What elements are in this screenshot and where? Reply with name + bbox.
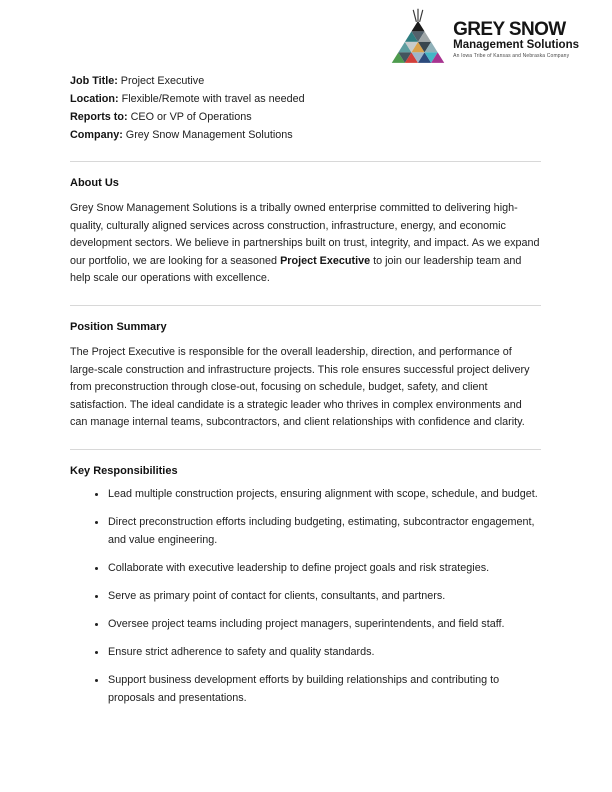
meta-value: Project Executive <box>120 75 205 87</box>
meta-label: Location: <box>70 93 119 105</box>
section-divider <box>70 161 541 162</box>
teepee-logo-icon <box>388 8 448 64</box>
about-text-after: to join our leadership team and help scale our operations with excellence. <box>70 254 522 285</box>
responsibilities-list <box>70 486 541 707</box>
responsibility-item: • Oversee project teams including project managers, superintendents, and field staff. <box>107 616 541 634</box>
position-summary-paragraph: The Project Executive is responsible for the overall leadership, direction, and performance of large-scale construction and infrastructure projects. This role ensures successful project delivery from preconstruction through close-out, focusing on schedule, budget, safety, and client satisfaction. The ideal candidate is a strategic leader who thrives in complex environments and can manage internal teams, subcontractors, and client relationships with confidence and clarity. <box>70 345 530 429</box>
responsibility-item: • Ensure strict adherence to safety and quality standards. <box>107 644 541 662</box>
about-us-paragraph <box>70 200 541 288</box>
about-us-heading: About Us <box>70 177 119 189</box>
logo-subtitle: Management Solutions <box>453 39 579 51</box>
meta-row-reports-to <box>70 108 541 126</box>
meta-label: Company: <box>70 129 123 141</box>
position-summary-heading: Position Summary <box>70 320 167 333</box>
meta-value: CEO or VP of Operations <box>130 111 252 123</box>
about-text-bold: Project Executive <box>280 254 371 267</box>
meta-row-job-title <box>70 72 541 90</box>
responsibility-item: • Lead multiple construction projects, ensuring alignment with scope, schedule, and budget. <box>107 486 541 504</box>
responsibility-item: • Direct preconstruction efforts including budgeting, estimating, subcontractor engagement, and value engineering. <box>107 514 541 549</box>
job-meta-block <box>70 72 541 144</box>
logo-company-name: GREY SNOW <box>453 19 566 40</box>
meta-value: Grey Snow Management Solutions <box>125 129 293 141</box>
responsibility-item: • Support business development efforts by building relationships and contributing to proposals and presentations. <box>107 672 541 707</box>
company-logo <box>388 8 579 64</box>
meta-label: Reports to: <box>70 111 128 123</box>
responsibility-item: • Serve as primary point of contact for clients, consultants, and partners. <box>107 588 541 606</box>
section-divider <box>70 305 541 306</box>
key-responsibilities-heading: Key Responsibilities <box>70 464 178 477</box>
section-divider <box>70 449 541 450</box>
meta-label: Job Title: <box>70 75 118 87</box>
logo-tagline: An Iowa Tribe of Kansas and Nebraska Company <box>453 53 570 59</box>
about-text-before: Grey Snow Management Solutions is a tribally owned enterprise committed to delivering high-quality, culturally aligned services across construction, infrastructure, energy, and economic development sectors. We believe in partnerships built on trust, integrity, and impact. As we expand our portfolio, we are looking for a seasoned <box>70 202 540 267</box>
meta-row-location <box>70 90 541 108</box>
logo-text <box>453 20 579 60</box>
meta-value: Flexible/Remote with travel as needed <box>121 93 305 105</box>
responsibility-item: • Collaborate with executive leadership to define project goals and risk strategies. <box>107 560 541 578</box>
meta-row-company <box>70 126 541 144</box>
